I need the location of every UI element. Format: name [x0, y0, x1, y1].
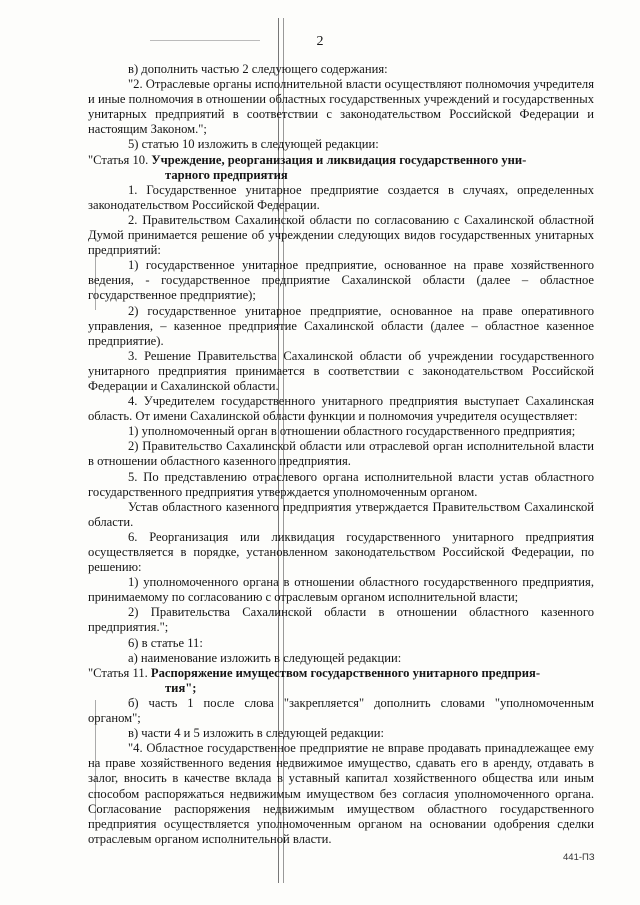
paragraph: 1) государственное унитарное предприятие, основанное на праве хозяйственного ведения, - государственное предприятие Сахалинской области (далее – областное государственное предприятие);	[88, 258, 594, 303]
article-10-heading	[88, 153, 594, 183]
article-11-heading	[88, 666, 594, 696]
paragraph: "2. Отраслевые органы исполнительной власти осуществляют полномочия учредителя и иные полномочия в отношении областных государственных учреждений и государственных унитарных предприятий в соответствии с законодательством Российской Федерации и настоящим Законом.";	[88, 77, 594, 137]
paragraph: 6. Реорганизация или ликвидация государственного унитарного предприятия осуществляется в порядке, установленном законодательством Российской Федерации, по решению:	[88, 529, 594, 575]
article-10-title-continued: тарного предприятия	[165, 167, 288, 182]
paragraph: 4. Учредителем государственного унитарного предприятия выступает Сахалинская область. От имени Сахалинской области функции и полномочия учредителя осуществляет:	[88, 394, 594, 424]
paragraph: 6) в статье 11:	[128, 635, 203, 650]
paragraph: а) наименование изложить в следующей редакции:	[128, 650, 402, 665]
paragraph: в) дополнить частью 2 следующего содержания:	[128, 62, 388, 76]
paragraph: б) часть 1 после слова "закрепляется" дополнить словами "уполномоченным органом";	[88, 695, 594, 726]
paragraph: 2) государственное унитарное предприятие, основанное на праве оперативного управления, – казенное предприятие Сахалинской области (далее – областное казенное предприятие).	[88, 303, 594, 348]
paragraph: Устав областного казенного предприятия утверждается Правительством Сахалинской области.	[88, 499, 594, 529]
article-10-title: Учреждение, реорганизация и ликвидация государственного уни-	[151, 152, 527, 167]
paragraph: в) части 4 и 5 изложить в следующей редакции:	[128, 726, 385, 741]
article-11-title-continued: тия";	[165, 680, 197, 695]
page-number: 2	[316, 34, 324, 49]
paragraph: 5) статью 10 изложить в следующей редакции:	[128, 137, 379, 152]
paragraph: 2. Правительством Сахалинской области по согласованию с Сахалинской областной Думой принимается решение об учреждении следующих видов государственных унитарных предприятий:	[88, 212, 594, 258]
article-10-prefix: "Статья 10.	[88, 152, 152, 167]
paragraph: 1) уполномоченного органа в отношении областного государственного предприятия, принимаемому по согласованию с отраслевым органом исполнительной власти;	[88, 575, 594, 605]
paragraph: 1. Государственное унитарное предприятие создается в случаях, определенных законодательством Российской Федерации.	[88, 182, 594, 212]
article-11-prefix: "Статья 11.	[88, 665, 151, 680]
article-11-title: Распоряжение имуществом государственного унитарного предприя-	[150, 665, 541, 680]
paragraph: 5. По представлению отраслевого органа исполнительной власти устав областного государственного предприятия утверждается уполномоченным органом.	[88, 469, 594, 499]
paragraph: 2) Правительство Сахалинской области или отраслевой орган исполнительной власти в отношении областного казенного предприятия.	[88, 439, 594, 469]
paragraph: 1) уполномоченный орган в отношении областного государственного предприятия;	[128, 424, 576, 439]
paragraph: "4. Областное государственное предприятие не вправе продавать принадлежащее ему на праве хозяйственного ведения недвижимое имущество, сдавать его в аренду, отдавать в залог, вносить в качестве вклада в уставный капитал хозяйственного общества или иным способом распоряжаться недвижимым имуществом без согласия уполномоченного органа. Согласование распоряжения недвижимым имуществом областного государственного предприятия осуществляется уполномоченным органом на основании одобрения сделки отраслевым органом исполнительной власти.	[88, 741, 594, 846]
document-code: 441-ПЗ	[563, 852, 595, 863]
paragraph: 3. Решение Правительства Сахалинской области об учреждении государственного унитарного предприятия принимается в соответствии с законодательством Российской Федерации и Сахалинской области.	[88, 348, 594, 393]
paragraph: 2) Правительства Сахалинской области в отношении областного казенного предприятия.";	[88, 605, 594, 635]
document-body	[88, 62, 594, 847]
